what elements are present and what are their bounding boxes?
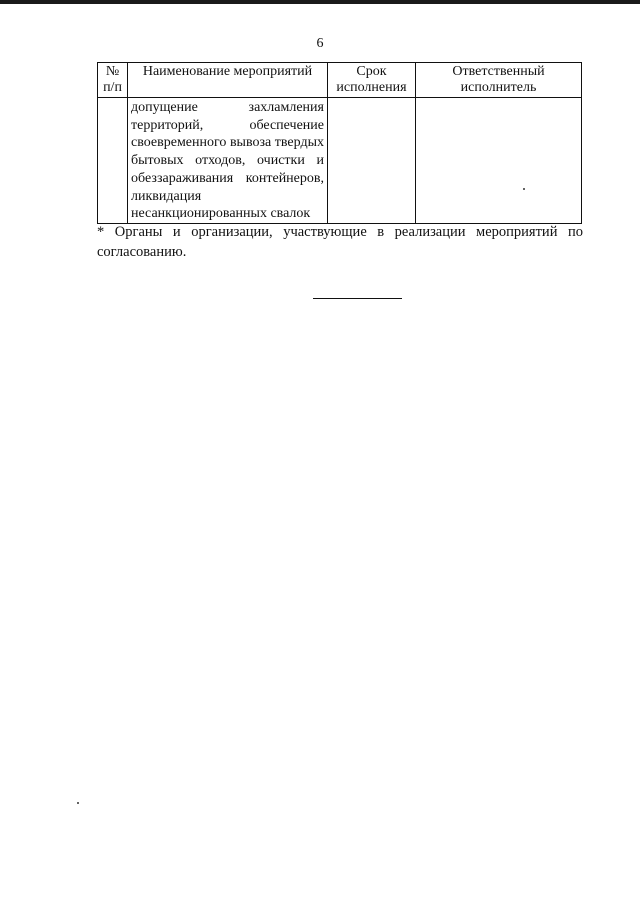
scan-speck xyxy=(523,188,525,190)
top-border-rule xyxy=(0,0,640,4)
header-responsible-line1: Ответственный xyxy=(452,64,545,79)
header-responsible xyxy=(416,63,582,98)
cell-responsible xyxy=(416,98,582,224)
header-number-line1: № xyxy=(105,64,120,79)
end-of-document-rule xyxy=(313,298,402,299)
cell-term xyxy=(328,98,416,224)
header-responsible-line2: исполнитель xyxy=(460,80,537,95)
header-number-line2: п/п xyxy=(103,80,122,95)
header-term-line1: Срок xyxy=(356,64,387,79)
header-measure-name-text: Наименование мероприятий xyxy=(142,64,313,79)
page-number: 6 xyxy=(316,36,324,51)
measure-description: допущение захламления территорий, обеспечение своевременного вывоза твердых бытовых отходов, очистки и обеззараживания контейнеров, ликвидация несанкционированных свалок xyxy=(131,100,324,222)
table-header-row xyxy=(98,63,582,98)
measures-table xyxy=(97,62,582,224)
table-row xyxy=(98,98,582,224)
header-measure-name xyxy=(128,63,328,98)
header-term-line2: исполнения xyxy=(336,80,407,95)
scan-speck xyxy=(77,802,79,804)
cell-number xyxy=(98,98,128,224)
header-term xyxy=(328,63,416,98)
footnote: * Органы и организации, участвующие в реализации мероприятий по согласованию. xyxy=(97,224,583,260)
cell-measure-name xyxy=(128,98,328,224)
header-number xyxy=(98,63,128,98)
